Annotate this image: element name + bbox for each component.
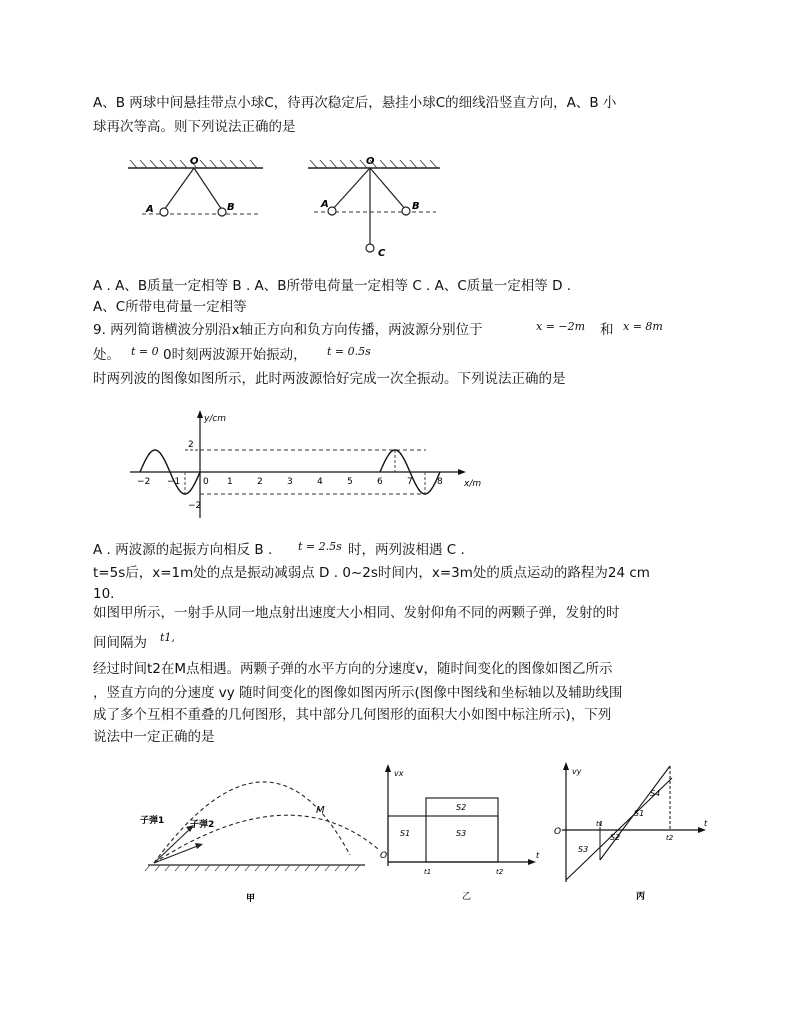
q9-options-a2: 时，两列波相遇 C .: [348, 542, 465, 558]
vy-axis-label: vy: [572, 767, 582, 776]
ytick-neg2: −2: [188, 501, 202, 511]
t1-label: t1: [596, 820, 604, 828]
xtick-label: 7: [407, 477, 413, 487]
vx-axis-label: vx: [394, 769, 404, 778]
q10-eq-t1: t1,: [160, 631, 175, 644]
area-s2-label: S2: [610, 833, 621, 842]
xtick-label: 4: [317, 477, 323, 487]
t-axis-label: t: [704, 819, 708, 828]
trajectory-figure: [140, 765, 380, 905]
ball-b: [218, 208, 226, 216]
ball-a: [328, 207, 336, 215]
point-m-label: M: [316, 805, 325, 816]
xtick-label: −1: [167, 477, 181, 487]
q9-eq-x-neg2: x = −2m: [536, 320, 586, 333]
q9-line2b: 0时刻两波源开始振动，: [163, 347, 307, 363]
area-s1-label: S1: [400, 829, 411, 838]
area-s3-label: S3: [578, 845, 589, 854]
ball-b-label: B: [412, 201, 420, 212]
q8-line2: 球再次等高。则下列说法正确的是: [93, 119, 296, 135]
xtick-label: 2: [257, 477, 263, 487]
q9-eq-x-8: x = 8m: [623, 320, 663, 333]
pendulum-figure-2: [308, 152, 443, 262]
bullet2-label: 子弹2: [190, 820, 215, 830]
q9-options-line2: t=5s后，x=1m处的点是振动减弱点 D . 0~2s时间内，x=3m处的质点运动的路程为24 cm: [93, 565, 650, 581]
q8-options-line2: A、C所带电荷量一定相等: [93, 299, 247, 315]
figure-caption-yi: 乙: [462, 892, 472, 902]
xtick-label: 5: [347, 477, 353, 487]
area-s2-label: S2: [456, 803, 467, 812]
t-axis-label: t: [536, 851, 540, 860]
vy-t-graph: [552, 760, 717, 902]
x-axis-label: x/m: [464, 479, 482, 489]
xtick-label: 8: [437, 477, 443, 487]
ball-a-label: A: [146, 204, 154, 215]
ball-a: [160, 208, 168, 216]
pendulum-figure-1: [128, 152, 263, 232]
figure-caption-bing: 丙: [636, 892, 646, 902]
xtick-label: 1: [227, 477, 233, 487]
pivot-o-label: O: [366, 156, 375, 167]
area-s1-label: S1: [634, 809, 645, 818]
y-axis-label: y/cm: [204, 414, 227, 424]
ball-b: [402, 207, 410, 215]
q10-number: 10.: [93, 586, 115, 602]
xtick-label: 0: [203, 477, 209, 487]
origin-label: O: [554, 827, 562, 837]
q9-line1: 9. 两列简谐横波分别沿x轴正方向和负方向传播，两波源分别位于: [93, 322, 483, 338]
q9-eq-t0: t = 0: [131, 345, 159, 358]
q10-line3: 经过时间t2在M点相遇。两颗子弹的水平方向的分速度v，随时间变化的图像如图乙所示: [93, 661, 613, 677]
ytick-2: 2: [188, 440, 194, 450]
pivot-o-label: O: [190, 156, 199, 167]
q9-line3: 时两列波的图像如图所示，此时两波源恰好完成一次全振动。下列说法正确的是: [93, 371, 566, 387]
q10-line4: ，竖直方向的分速度 vy 随时间变化的图像如图丙所示(图像中图线和坐标轴以及辅助线围: [93, 685, 623, 701]
q9-options-a: A . 两波源的起振方向相反 B .: [93, 542, 273, 558]
ball-b-label: B: [227, 202, 235, 213]
area-s3-label: S3: [456, 829, 467, 838]
q9-line2a: 处。: [93, 347, 120, 363]
q10-line5: 成了多个互相不重叠的几何图形，其中部分几何图形的面积大小如图中标注所示)，下列: [93, 707, 612, 723]
q9-he: 和: [600, 322, 614, 338]
q8-line1: A、B 两球中间悬挂带点小球C，待再次稳定后，悬挂小球C的细线沿竖直方向，A、B 小: [93, 95, 617, 111]
ball-c: [366, 244, 374, 252]
q8-options-line1: A . A、B质量一定相等 B . A、B所带电荷量一定相等 C . A、C质量一定相等 D .: [93, 278, 572, 294]
bullet1-label: 子弹1: [140, 816, 165, 826]
q9-eq-t05: t = 0.5s: [327, 345, 371, 358]
xtick-label: 3: [287, 477, 293, 487]
origin-label: O: [380, 851, 388, 861]
t2-label: t2: [496, 868, 504, 876]
xtick-label: 6: [377, 477, 383, 487]
t2-label: t2: [666, 834, 674, 842]
q9-eq-t25: t = 2.5s: [298, 540, 342, 553]
q10-line1: 如图甲所示，一射手从同一地点射出速度大小相同、发射仰角不同的两颗子弹，发射的时: [93, 605, 620, 621]
area-s4-label: S4: [650, 789, 661, 798]
vx-t-graph: [380, 762, 545, 902]
q10-line6: 说法中一定正确的是: [93, 729, 215, 745]
xtick-label: −2: [137, 477, 151, 487]
figure-caption-jia: 甲: [246, 894, 256, 904]
trajectory-1: [154, 782, 350, 863]
t1-label: t1: [424, 868, 432, 876]
wave-graph: [126, 410, 486, 522]
q10-line2: 间间隔为: [93, 635, 147, 651]
ball-c-label: C: [378, 248, 386, 259]
ball-a-label: A: [321, 199, 329, 210]
